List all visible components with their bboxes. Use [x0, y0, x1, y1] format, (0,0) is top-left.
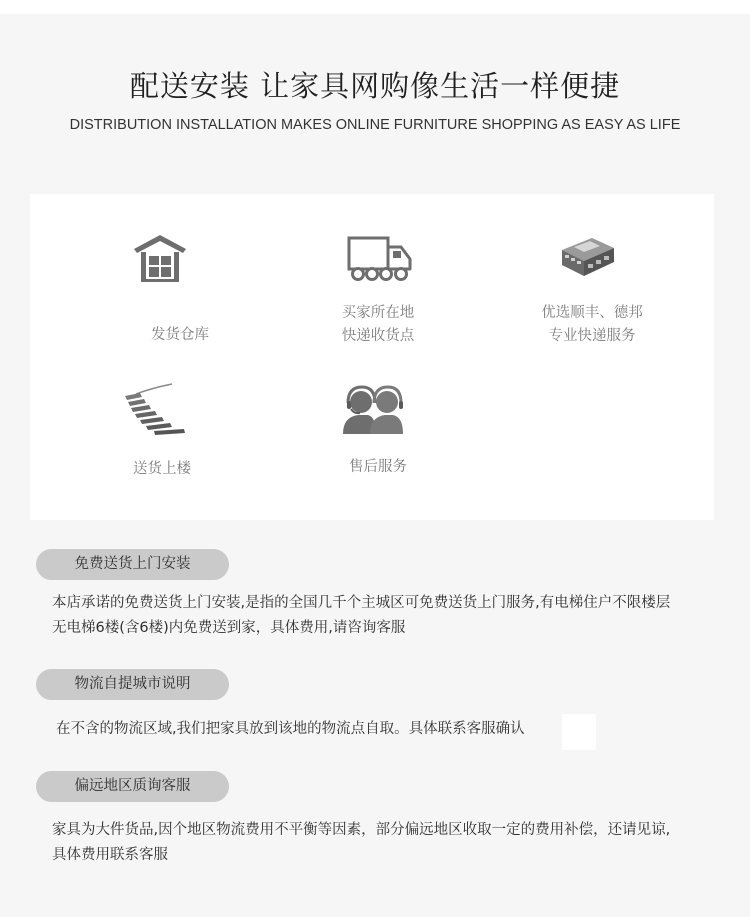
blank-box: [562, 714, 596, 750]
section-heading-self-pickup: 物流自提城市说明: [36, 669, 229, 700]
section-text-self-pickup: 在不含的物流区域,我们把家具放到该地的物流点自取。具体联系客服确认: [56, 721, 525, 737]
warehouse-icon: [132, 232, 188, 284]
page-title: 配送安装 让家具网购像生活一样便捷: [129, 69, 621, 103]
services-panel: [30, 194, 714, 520]
top-strip: [0, 0, 750, 14]
delivery-truck-icon: [346, 234, 414, 284]
service-label-aftersales: 售后服务: [349, 459, 407, 475]
customer-service-icon: [340, 382, 406, 434]
logistics-center-icon: [558, 234, 618, 280]
service-label-upstairs: 送货上楼: [133, 461, 191, 477]
page-subtitle: DISTRIBUTION INSTALLATION MAKES ONLINE FURNITURE SHOPPING AS EASY AS LIFE: [69, 117, 681, 133]
section-heading-free-delivery: 免费送货上门安装: [36, 549, 229, 580]
section-text-remote-areas: 家具为大件货品,因个地区物流费用不平衡等因素，部分偏远地区收取一定的费用补偿，还请见谅, 具体费用联系客服: [52, 822, 671, 863]
service-label-warehouse: 发货仓库: [151, 327, 209, 343]
staircase-icon: [122, 382, 188, 436]
section-text-free-delivery: 本店承诺的免费送货上门安装,是指的全国几千个主城区可免费送货上门服务,有电梯住户不限楼层 无电梯6楼(含6楼)内免费送到家，具体费用,请咨询客服: [52, 595, 671, 636]
section-heading-remote-areas: 偏远地区质询客服: [36, 771, 229, 802]
service-label-delivery: 买家所在地 快递收货点: [341, 305, 415, 344]
service-label-express: 优选顺丰、德邦 专业快递服务: [541, 305, 643, 344]
